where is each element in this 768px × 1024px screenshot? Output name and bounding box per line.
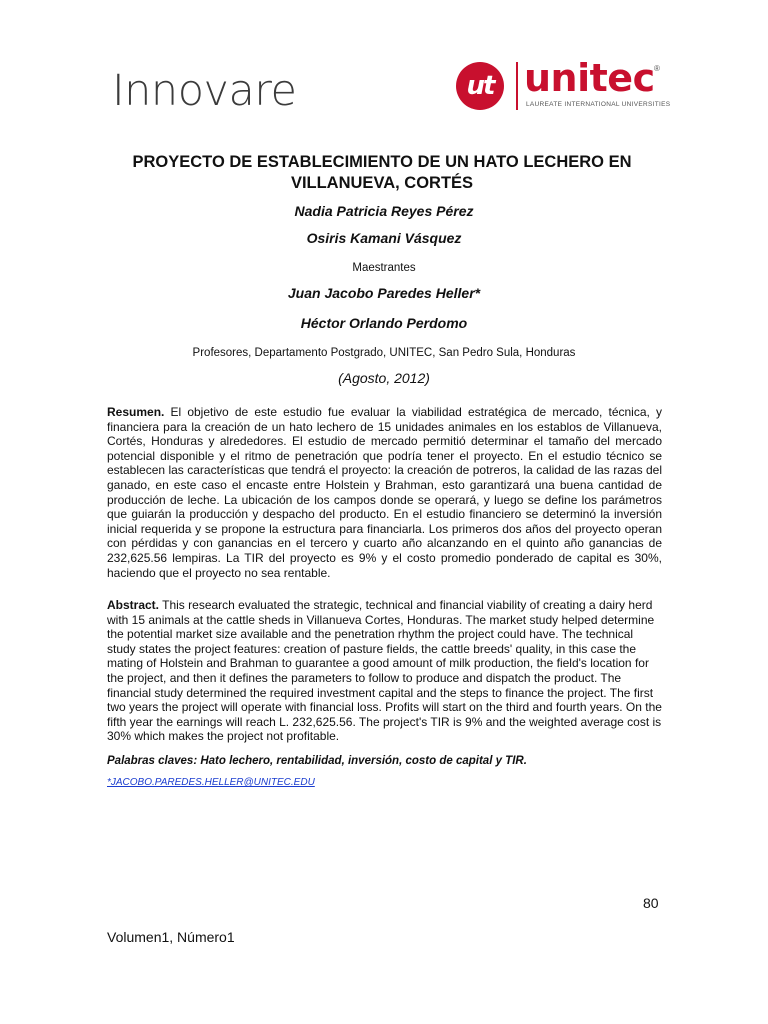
authors-role: Maestrantes [352,262,416,274]
author-1: Nadia Patricia Reyes Pérez [294,203,474,219]
keywords: Palabras claves: Hato lechero, rentabilidad, inversión, costo de capital y TIR. [107,755,527,767]
resumen-label: Resumen. [107,405,165,419]
abstract-label: Abstract. [107,598,160,612]
abstract-text: This research evaluated the strategic, technical and financial viability of creating a dairy herd with 15 animals at the cattle sheds in Villanueva Cortes, Honduras. The market study helped determine the potential market size available and the penetration rhythm the project could have. The technical study states the project features: creation of pasture fields, the cattle breeds' quality, in this case the mating of Holstein and Brahman to guarantee a good amount of milk production, the field's location for the project, and then it defines the parameters to follow to produce and dispatch the product. The financial study determined the required investment capital and the steps to finance the project. The first two years the project will operate with financial loss. Profits will start on the third and fourth years. On the fifth year the earnings will reach L. 232,625.56. The project's TIR is 9% and the weighted average cost is 30% which makes the project not profitable. [107,598,662,744]
professor-1: Juan Jacobo Paredes Heller* [287,285,481,301]
unitec-mark-icon: ut [456,62,504,110]
unitec-logo [456,56,671,116]
publication-date: (Agosto, 2012) [338,370,430,386]
unitec-subtitle: LAUREATE INTERNATIONAL UNIVERSITIES [526,101,671,108]
registered-mark: ® [654,64,660,73]
volume-label: Volumen1, Número1 [107,929,235,945]
affiliation: Profesores, Departamento Postgrado, UNITEC, San Pedro Sula, Honduras [192,347,576,359]
resumen-text: El objetivo de este estudio fue evaluar la viabilidad estratégica de mercado, técnica, y financiera para la creación de un hato lechero de 15 unidades animales en los establos de Villanueva, Cortés, Honduras y alrededores. El estudio de mercado permitió determinar el tamaño del mercado potencial disponible y el ritmo de penetración que podría tener el proyecto. En el estudio técnico se establecen las características que tendrá el proyecto: la creación de potreros, la calidad de las razas del ganado, en este caso el encaste entre Holstein y Brahman, esto garantizará una buena cantidad de producción de leche. La ubicación de los campos donde se operará, y luego se define los parámetros que guiarán la producción y despacho del producto. En el estudio financiero se determinó la inversión inicial requerida y se propone la estructura para financiarla. Los primeros dos años del proyecto operan con pérdidas y con ganancias en el tercero y cuarto año alcanzando en el quinto año ganancias de 232,625.56 lempiras. La TIR del proyecto es 9% y el costo promedio ponderado de capital es 30%, haciendo que el proyecto no sea rentable. [107,405,662,580]
professor-2: Héctor Orlando Perdomo [300,315,468,331]
page-number: 80 [643,895,659,911]
author-2: Osiris Kamani Vásquez [306,230,462,246]
unitec-wordmark: unitec [524,56,655,100]
innovare-logo: Innovare [112,66,297,116]
paper-title: PROYECTO DE ESTABLECIMIENTO DE UN HATO LECHERO EN VILLANUEVA, CORTÉS [132,153,632,192]
page-header [0,0,768,130]
abstract-paragraph [107,598,662,744]
logo-divider [516,62,518,110]
author-email-link[interactable]: *JACOBO.PAREDES.HELLER@UNITEC.EDU [107,777,315,788]
resumen-paragraph [107,405,662,580]
